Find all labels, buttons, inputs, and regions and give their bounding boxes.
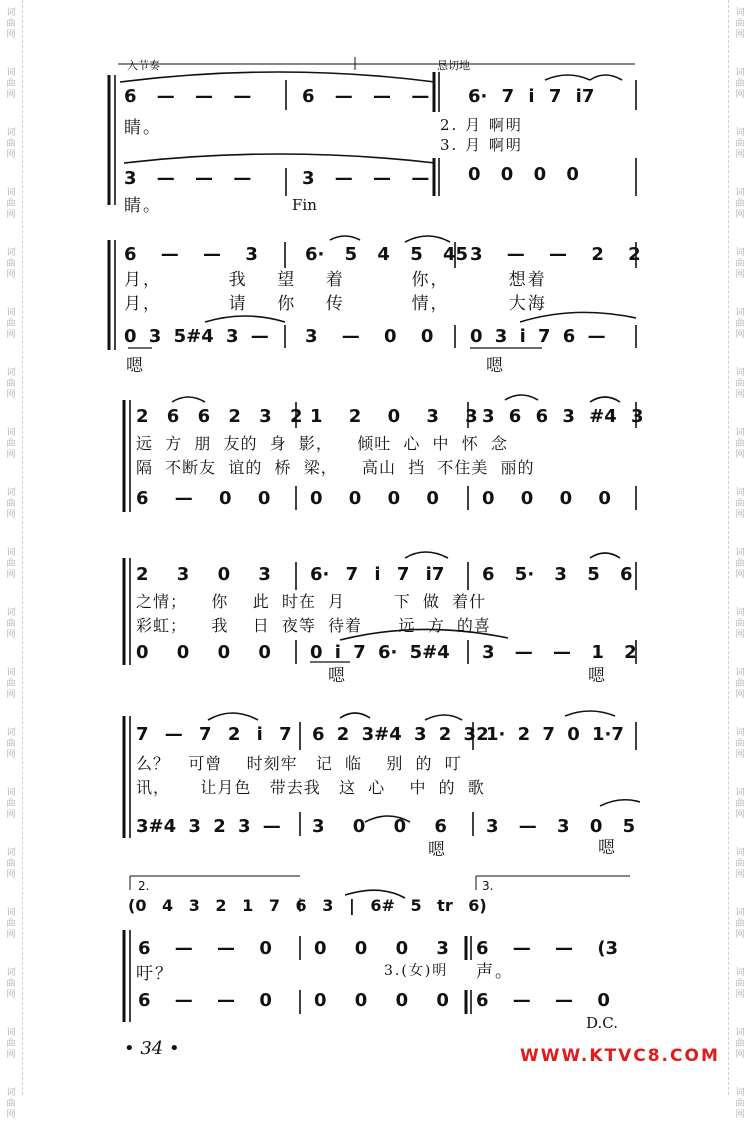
margin-watermark-glyph: 曲: [735, 799, 745, 809]
margin-watermark-glyph: 网: [735, 630, 745, 640]
s3-lower-bar2: 0 0 0 0: [310, 488, 439, 509]
margin-watermark-glyph: 网: [6, 1050, 16, 1060]
margin-watermark-glyph: 曲: [735, 499, 745, 509]
margin-watermark-glyph: 词: [6, 248, 16, 258]
intro-marking: 入节奏: [127, 59, 160, 72]
margin-watermark-glyph: 曲: [735, 19, 745, 29]
site-watermark: WWW.KTVC8.COM: [520, 1046, 720, 1066]
s5-hum-1: 嗯: [428, 840, 447, 860]
margin-watermark-glyph: 网: [735, 390, 745, 400]
margin-watermark-glyph: 网: [6, 270, 16, 280]
s4-hum-2: 嗯: [588, 666, 607, 686]
margin-watermark-glyph: 曲: [6, 979, 16, 989]
s2-lower-bar3: 0 3 i 7 6 —: [470, 326, 606, 347]
margin-watermark-glyph: 曲: [6, 199, 16, 209]
margin-watermark-glyph: 网: [6, 870, 16, 880]
margin-watermark-glyph: 网: [735, 1050, 745, 1060]
margin-watermark-glyph: 词: [735, 368, 745, 378]
margin-watermark-glyph: 词: [6, 968, 16, 978]
margin-watermark-glyph: 网: [735, 570, 745, 580]
margin-watermark-glyph: 曲: [6, 499, 16, 509]
margin-watermark-glyph: 网: [6, 510, 16, 520]
margin-watermark-glyph: 网: [735, 510, 745, 520]
margin-watermark-glyph: 词: [6, 1028, 16, 1038]
s5-lyric-line1: 么？ 可曾 时刻牢 记 临 别 的 叮: [136, 754, 462, 773]
margin-watermark-glyph: 曲: [6, 379, 16, 389]
margin-watermark-glyph: 曲: [6, 79, 16, 89]
s1-lower-bar2: 3 — — —: [302, 168, 430, 189]
margin-watermark-glyph: 词: [6, 788, 16, 798]
s3-lyric-line1: 远 方 朋 友的 身 影， 倾吐 心 中 怀 念: [136, 434, 508, 453]
s6-lower-bar1: 6 — — 0: [138, 990, 272, 1011]
s3-lyric-line2: 隔 不断友 谊的 桥 梁， 高山 挡 不住美 丽的: [136, 458, 535, 477]
s6-upper-bar1: 6 — — 0: [138, 938, 272, 959]
margin-watermark-glyph: 网: [6, 930, 16, 940]
margin-watermark-glyph: 词: [735, 848, 745, 858]
margin-watermark-glyph: 曲: [735, 919, 745, 929]
margin-watermark-glyph: 词: [735, 68, 745, 78]
s3-upper-bar2: 1 2 0 3 3: [310, 406, 478, 427]
margin-watermark-glyph: 网: [6, 30, 16, 40]
s3-lower-bar1: 6 — 0 0: [136, 488, 271, 509]
s4-upper-bar1: 2 3 0 3: [136, 564, 271, 585]
margin-watermark-glyph: 词: [6, 428, 16, 438]
margin-watermark-glyph: 网: [735, 150, 745, 160]
s5-lower-bar1: 3#4 3 2 3 —: [136, 816, 281, 837]
fin-marking: Fin: [292, 196, 317, 214]
margin-watermark-glyph: 词: [735, 128, 745, 138]
margin-watermark-glyph: 曲: [735, 979, 745, 989]
s1-lower-bar1: 3 — — —: [124, 168, 252, 189]
dc-marking: D.C.: [586, 1014, 618, 1032]
tempo-marking: 恳切地: [437, 59, 470, 72]
margin-watermark-glyph: 曲: [6, 139, 16, 149]
margin-watermark-glyph: 网: [6, 450, 16, 460]
margin-watermark-glyph: 词: [735, 428, 745, 438]
s5-upper-bar1: 7 — 7 2 i 7: [136, 724, 292, 745]
margin-watermark-glyph: 曲: [6, 1039, 16, 1049]
margin-watermark-glyph: 词: [735, 728, 745, 738]
margin-watermark-glyph: 词: [6, 68, 16, 78]
margin-watermark-glyph: 词: [6, 8, 16, 18]
margin-watermark-glyph: 词: [6, 308, 16, 318]
s4-lower-bar3: 3 — — 1 2: [482, 642, 637, 663]
s2-hum-2: 嗯: [486, 356, 505, 376]
s4-lower-bar2: 0 i 7 6· 5#4: [310, 642, 450, 663]
margin-watermark-glyph: 网: [735, 870, 745, 880]
s6-lower-bar2: 0 0 0 0: [314, 990, 449, 1011]
s5-hum-2: 嗯: [598, 838, 617, 858]
margin-watermark-glyph: 曲: [6, 919, 16, 929]
s1-lyric-c: 睛。: [124, 196, 162, 216]
margin-watermark-glyph: 词: [6, 668, 16, 678]
margin-watermark-glyph: 网: [735, 210, 745, 220]
margin-watermark-glyph: 曲: [735, 259, 745, 269]
margin-watermark-glyph: 网: [735, 810, 745, 820]
margin-watermark-glyph: 词: [6, 728, 16, 738]
margin-watermark-glyph: 曲: [735, 559, 745, 569]
margin-watermark-glyph: 网: [6, 150, 16, 160]
s5-lower-bar2: 3 0 0 6: [312, 816, 447, 837]
margin-watermark-glyph: 词: [6, 1088, 16, 1098]
s1-upper-bar2: 6 — — —: [302, 86, 430, 107]
ending-3-marking: 3.: [482, 879, 494, 893]
s2-lyric-line2: 月， 请 你 传 情， 大海: [124, 294, 547, 314]
s2-upper-bar2: 6· 5 4 5 45: [305, 244, 469, 265]
margin-watermark-glyph: 网: [735, 990, 745, 1000]
margin-watermark-glyph: 曲: [735, 679, 745, 689]
margin-watermark-glyph: 曲: [735, 199, 745, 209]
s1-lyric-verse2: 2. 月 啊明: [440, 116, 523, 134]
margin-watermark-glyph: 曲: [6, 19, 16, 29]
margin-watermark-glyph: 词: [6, 908, 16, 918]
s4-lyric-line1: 之情； 你 此 时在 月 下 做 着什: [136, 592, 487, 611]
margin-watermark-glyph: 网: [6, 210, 16, 220]
margin-watermark-glyph: 网: [6, 990, 16, 1000]
margin-watermark-glyph: 曲: [6, 1099, 16, 1109]
margin-watermark-glyph: 词: [735, 968, 745, 978]
margin-watermark-glyph: 词: [735, 908, 745, 918]
margin-watermark-glyph: 词: [6, 368, 16, 378]
margin-watermark-glyph: 网: [6, 90, 16, 100]
margin-watermark-glyph: 网: [6, 750, 16, 760]
margin-watermark-glyph: 词: [735, 668, 745, 678]
margin-watermark-glyph: 网: [6, 390, 16, 400]
margin-watermark-glyph: 网: [6, 630, 16, 640]
margin-watermark-glyph: 网: [735, 270, 745, 280]
margin-watermark-glyph: 词: [735, 1088, 745, 1098]
margin-watermark-glyph: 词: [735, 608, 745, 618]
ending-2-marking: 2.: [138, 879, 150, 893]
margin-watermark-glyph: 词: [735, 488, 745, 498]
margin-watermark-glyph: 曲: [735, 859, 745, 869]
margin-watermark-glyph: 词: [735, 248, 745, 258]
margin-watermark-glyph: 词: [6, 848, 16, 858]
margin-watermark-glyph: 词: [6, 548, 16, 558]
margin-watermark-glyph: 词: [6, 488, 16, 498]
s4-lower-bar1: 0 0 0 0: [136, 642, 271, 663]
margin-watermark-glyph: 网: [6, 810, 16, 820]
s2-upper-bar1: 6 — — 3: [124, 244, 258, 265]
margin-watermark-glyph: 词: [735, 788, 745, 798]
s3-upper-bar1: 2 6 6 2 3 2: [136, 406, 303, 427]
margin-watermark-glyph: 曲: [6, 259, 16, 269]
margin-watermark-glyph: 网: [6, 570, 16, 580]
margin-watermark-glyph: 曲: [735, 1099, 745, 1109]
margin-watermark-glyph: 词: [6, 608, 16, 618]
margin-watermark-glyph: 网: [735, 1110, 745, 1120]
s5-lower-bar3: 3 — 3 0 5: [486, 816, 636, 837]
margin-watermark-glyph: 曲: [6, 619, 16, 629]
margin-watermark-glyph: 曲: [735, 319, 745, 329]
s2-upper-bar3: 3 — — 2 2: [470, 244, 641, 265]
margin-watermark-glyph: 曲: [6, 679, 16, 689]
s1-lyric-verse3: 3. 月 啊明: [440, 136, 523, 154]
s4-lyric-line2: 彩虹； 我 日 夜等 待着 远 方 的喜: [136, 616, 491, 635]
s6-lower-bar3: 6 — — 0: [476, 990, 610, 1011]
s1-lower-bar3: 0 0 0 0: [468, 164, 579, 185]
s6-lyric-female: 3.(女)明: [384, 963, 449, 979]
s6-lyric-end: 声。: [476, 962, 514, 982]
s1-upper-bar1: 6 — — —: [124, 86, 252, 107]
margin-watermark-glyph: 曲: [735, 79, 745, 89]
s5-upper-bar3: 1· 2 7 0 1·7: [486, 724, 624, 745]
margin-watermark-glyph: 曲: [6, 439, 16, 449]
page-number: • 34 •: [124, 1038, 180, 1059]
margin-watermark-glyph: 词: [6, 128, 16, 138]
s6-upper-bar2: 0 0 0 3: [314, 938, 449, 959]
margin-watermark-glyph: 网: [735, 30, 745, 40]
s3-upper-bar3: 3 6 6 3 #4 3: [482, 406, 644, 427]
margin-watermark-glyph: 词: [735, 188, 745, 198]
s1-lyric-a: 睛。: [124, 118, 162, 138]
margin-watermark-glyph: 网: [6, 1110, 16, 1120]
margin-watermark-glyph: 网: [735, 90, 745, 100]
margin-watermark-glyph: 曲: [6, 799, 16, 809]
margin-watermark-glyph: 曲: [735, 139, 745, 149]
s2-hum-1: 嗯: [126, 356, 145, 376]
margin-watermark-glyph: 曲: [6, 319, 16, 329]
s2-lyric-line1: 月， 我 望 着 你， 想着: [124, 270, 547, 290]
margin-watermark-glyph: 网: [6, 330, 16, 340]
margin-watermark-glyph: 网: [735, 930, 745, 940]
s5-upper-bar2: 6 2 3#4 3 2 32: [312, 724, 489, 745]
margin-watermark-glyph: 词: [735, 1028, 745, 1038]
margin-watermark-glyph: 词: [735, 8, 745, 18]
margin-watermark-glyph: 网: [6, 690, 16, 700]
s1-upper-bar3: 6· 7 i 7 i7: [468, 86, 595, 107]
margin-watermark-glyph: 网: [735, 450, 745, 460]
interlude-notes: (0 4 3 2 1 7 6 3 | 6# 5 tr 6): [128, 896, 487, 915]
margin-watermark-glyph: 曲: [6, 859, 16, 869]
s6-upper-bar3: 6 — — (3: [476, 938, 619, 959]
margin-watermark-glyph: 词: [6, 188, 16, 198]
s2-lower-bar1: 0 3 5#4 3 —: [124, 326, 269, 347]
s2-lower-bar2: 3 — 0 0: [305, 326, 434, 347]
margin-watermark-glyph: 曲: [735, 439, 745, 449]
margin-watermark-glyph: 词: [735, 308, 745, 318]
margin-watermark-glyph: 词: [735, 548, 745, 558]
margin-watermark-glyph: 曲: [735, 379, 745, 389]
margin-watermark-glyph: 曲: [6, 739, 16, 749]
margin-watermark-glyph: 曲: [735, 1039, 745, 1049]
margin-watermark-glyph: 曲: [6, 559, 16, 569]
margin-watermark-glyph: 网: [735, 330, 745, 340]
margin-watermark-glyph: 曲: [735, 619, 745, 629]
margin-watermark-glyph: 网: [735, 750, 745, 760]
s4-upper-bar3: 6 5· 3 5 6: [482, 564, 633, 585]
s5-lyric-line2: 讯， 让月色 带去我 这 心 中 的 歌: [136, 778, 485, 797]
margin-watermark-glyph: 曲: [735, 739, 745, 749]
s3-lower-bar3: 0 0 0 0: [482, 488, 611, 509]
s4-upper-bar2: 6· 7 i 7 i7: [310, 564, 445, 585]
s6-lyric-1: 吁？: [136, 964, 174, 984]
margin-watermark-glyph: 网: [735, 690, 745, 700]
s4-hum-1: 嗯: [328, 666, 347, 686]
